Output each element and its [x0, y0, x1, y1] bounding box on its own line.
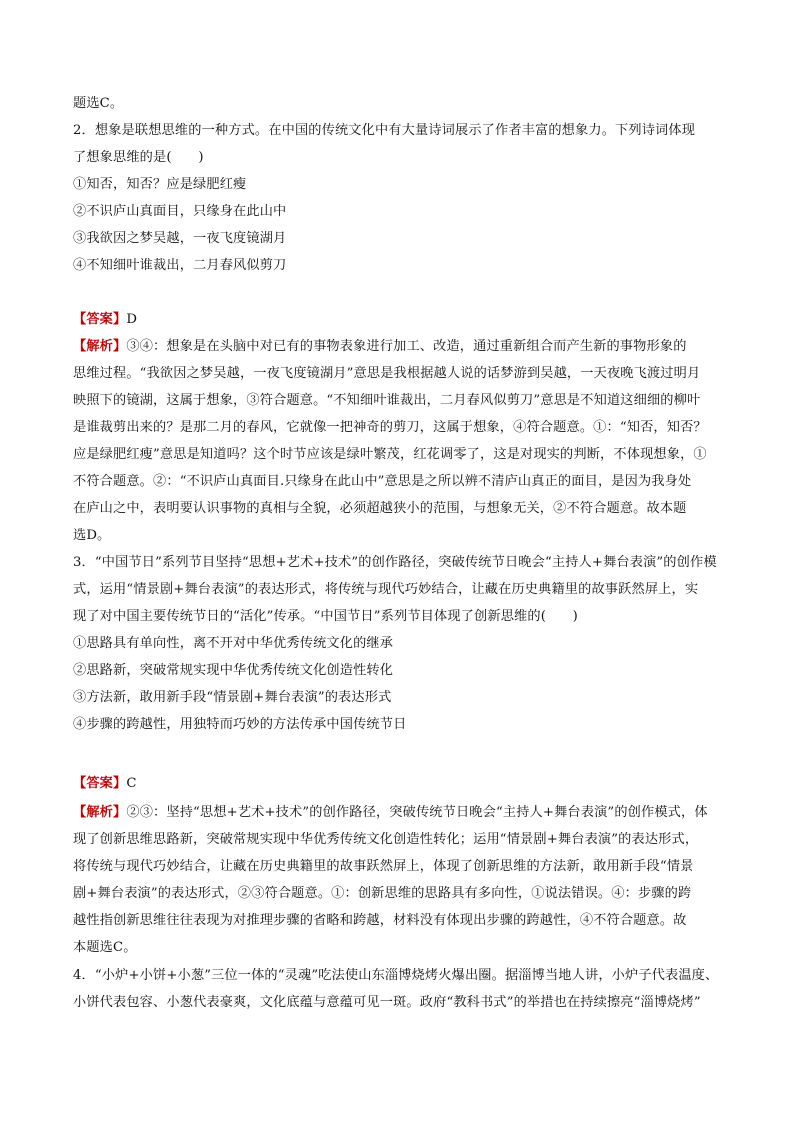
q2-analysis-line: 思维过程。“我欲因之梦吴越，一夜飞度镜湖月”意思是我根据越人说的话梦游到吴越，一天夜晚飞渡过明月 [73, 366, 701, 381]
analysis-text: ②③：坚持“思想+艺术+技术”的创作路径，突破传统节日晚会“主持人+舞台表演”的创作模式，体 [126, 805, 708, 820]
q3-analysis-line [73, 804, 733, 822]
question-3-stem-cont: 现了对中国主要传统节日的“活化”传承。“中国节日”系列节目体现了创新思维的( ) [73, 609, 578, 624]
text-line: 题选C。 [73, 96, 124, 111]
q3-analysis-line: 越性指创新思维往往表现为对推理步骤的省略和跨越，材料没有体现出步骤的跨越性，④不符合题意。故 [73, 913, 687, 928]
answer-tag: 【答案】 [73, 312, 127, 327]
q2-analysis-line: 映照下的镜湖，这属于想象，③符合题意。“不知细叶谁裁出，二月春风似剪刀”意思是不知道这细细的柳叶 [73, 393, 701, 408]
question-2-stem: 2．想象是联想思维的一种方式。在中国的传统文化中有大量诗词展示了作者丰富的想象力。下列诗词体现 [73, 123, 696, 138]
answer-value: C [126, 776, 137, 791]
q3-answer [73, 775, 733, 793]
q2-analysis-line: 选D。 [73, 528, 111, 543]
analysis-tag: 【解析】 [73, 339, 127, 354]
answer-tag: 【答案】 [73, 776, 127, 791]
analysis-text: ③④：想象是在头脑中对已有的事物表象进行加工、改造，通过重新组合而产生新的事物形象的 [126, 339, 687, 354]
question-4-stem: 4．“小炉+小饼+小葱”三位一体的“灵魂”吃法使山东淄博烧烤火爆出圈。据淄博当地人讲，小炉子代表温度、 [73, 968, 719, 983]
q2-answer [73, 311, 733, 329]
q3-analysis-line: 现了创新思维思路新，突破常规实现中华优秀传统文化创造性转化；运用“情景剧+舞台表演”的表达形式， [73, 832, 699, 847]
q2-analysis-line: 不符合题意。②：“不识庐山真面目.只缘身在此山中”意思是之所以辨不清庐山真正的面目，是因为我身处 [73, 474, 692, 489]
q2-analysis-line: 是谁裁剪出来的？是那二月的春风，它就像一把神奇的剪刀，这属于想象，④符合题意。①：“知否，知否？ [73, 420, 707, 435]
q3-analysis-line: 将传统与现代巧妙结合，让藏在历史典籍里的故事跃然屏上，体现了创新思维的方法新，敢用新手段“情景 [73, 859, 694, 874]
q3-statement-2: ②思路新，突破常规实现中华优秀传统文化创造性转化 [73, 663, 394, 678]
q3-analysis-line: 本题选C。 [73, 940, 137, 955]
q2-statement-2: ②不识庐山真面目，只缘身在此山中 [73, 204, 287, 219]
q3-analysis-line: 剧+舞台表演”的表达形式，②③符合题意。①：创新思维的思路具有多向性，①说法错误。④：步骤的跨 [73, 886, 692, 901]
q3-statement-1: ①思路具有单向性，离不开对中华优秀传统文化的继承 [73, 636, 394, 651]
q2-statement-3: ③我欲因之梦吴越，一夜飞度镜湖月 [73, 231, 287, 246]
q3-statement-3: ③方法新，敢用新手段“情景剧+舞台表演”的表达形式 [73, 690, 392, 705]
q2-analysis-line: 应是绿肥红瘦”意思是知道吗？这个时节应该是绿叶繁茂，红花调零了，这是对现实的判断，不体现想象，① [73, 447, 707, 462]
q2-statement-4: ④不知细叶谁裁出，二月春风似剪刀 [73, 258, 287, 273]
question-2-stem-cont: 了想象思维的是( ) [73, 150, 204, 165]
analysis-tag: 【解析】 [73, 805, 127, 820]
question-4-stem-cont: 小饼代表包容、小葱代表豪爽，文化底蕴与意蕴可见一斑。政府“教科书式”的举措也在持续擦亮“淄博烧烤” [73, 995, 701, 1010]
q2-analysis-line [73, 338, 733, 356]
question-3-stem-cont: 式，运用“情景剧+舞台表演”的表达形式，将传统与现代巧妙结合，让藏在历史典籍里的故事跃然屏上，实 [73, 582, 699, 597]
question-3-stem: 3．“中国节日”系列节目坚持“思想+艺术+技术”的创作路径，突破传统节日晚会“主持人+舞台表演”的创作模 [73, 555, 717, 570]
q2-analysis-line: 在庐山之中，表明要认识事物的真相与全貌，必须超越狭小的范围，与想象无关，②不符合题意。故本题 [73, 501, 687, 516]
answer-value: D [126, 312, 138, 327]
q2-statement-1: ①知否，知否？应是绿肥红瘦 [73, 177, 247, 192]
q3-statement-4: ④步骤的跨越性，用独特而巧妙的方法传承中国传统节日 [73, 717, 407, 732]
